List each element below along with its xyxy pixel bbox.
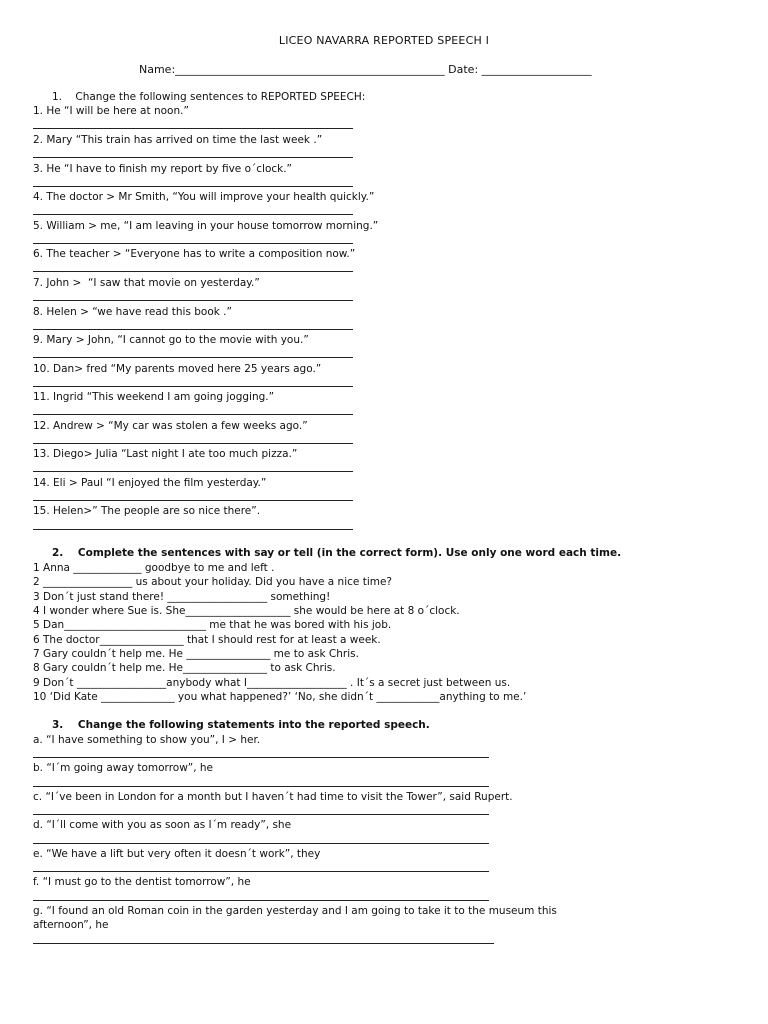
s2-item-4: 4 I wonder where Sue is. She____________________ she would be here at 8 o´clock. [33, 605, 460, 617]
answer-line [33, 386, 353, 387]
answer-line [33, 814, 489, 815]
s3-item-b: b. “I´m going away tomorrow”, he [33, 762, 214, 774]
s2-item-8: 8 Gary couldn´t help me. He________________ to ask Chris. [33, 662, 336, 674]
answer-line [33, 214, 353, 215]
answer-line [33, 271, 353, 272]
page-title: LICEO NAVARRA REPORTED SPEECH I [278, 34, 490, 47]
s1-item-8: 8. Helen > “we have read this book .” [33, 306, 232, 318]
s3-item-c: c. “I´ve been in London for a month but I haven´t had time to visit the Tower”, said Rupert. [33, 791, 513, 803]
answer-line [33, 300, 353, 301]
s3-item-e: e. “We have a lift but very often it doesn´t work”, they [33, 848, 321, 860]
s1-item-14: 14. Eli > Paul “I enjoyed the film yesterday.” [33, 477, 267, 489]
s2-item-10: 10 ‘Did Kate ______________ you what happened?’ ‘No, she didn´t ____________anything to me.’ [33, 691, 527, 703]
s3-item-g: g. “I found an old Roman coin in the garden yesterday and I am going to take it to the museum this [33, 905, 557, 917]
s1-item-13: 13. Diego> Julia “Last night I ate too much pizza.” [33, 448, 298, 460]
s1-item-2: 2. Mary “This train has arrived on time the last week .” [33, 134, 323, 146]
answer-line [33, 529, 353, 530]
name-date-line: Name:_________________________________________________ Date: ____________________ [139, 63, 592, 76]
s1-item-6: 6. The teacher > “Everyone has to write a composition now.” [33, 248, 356, 260]
answer-line [33, 471, 353, 472]
s2-item-1: 1 Anna _____________ goodbye to me and left . [33, 562, 275, 574]
s1-item-12: 12. Andrew > “My car was stolen a few weeks ago.” [33, 420, 308, 432]
section1-heading: 1. Change the following sentences to REPORTED SPEECH: [52, 91, 366, 103]
s2-item-6: 6 The doctor________________ that I should rest for at least a week. [33, 634, 381, 646]
s1-item-1: 1. He “I will be here at noon.” [33, 105, 189, 117]
s1-item-10: 10. Dan> fred “My parents moved here 25 years ago.” [33, 363, 322, 375]
s3-item-f: f. “I must go to the dentist tomorrow”, he [33, 876, 251, 888]
s1-item-9: 9. Mary > John, “I cannot go to the movie with you.” [33, 334, 309, 346]
answer-line [33, 357, 353, 358]
s2-item-2: 2 _________________ us about your holiday. Did you have a nice time? [33, 576, 392, 588]
answer-line [33, 500, 353, 501]
answer-line [33, 871, 489, 872]
answer-line [33, 843, 489, 844]
s2-item-3: 3 Don´t just stand there! ___________________ something! [33, 591, 331, 603]
s2-item-7: 7 Gary couldn´t help me. He ________________ me to ask Chris. [33, 648, 359, 660]
answer-line [33, 786, 489, 787]
s2-item-9: 9 Don´t _________________anybody what I___________________ . It´s a secret just between us. [33, 677, 511, 689]
answer-line [33, 186, 353, 187]
s2-item-5: 5 Dan___________________________ me that he was bored with his job. [33, 619, 392, 631]
answer-line [33, 443, 353, 444]
s1-item-7: 7. John > “I saw that movie on yesterday.” [33, 277, 260, 289]
s3-item-a: a. “I have something to show you”, I > her. [33, 734, 261, 746]
answer-line [33, 128, 353, 129]
s3-item-g-continued: afternoon”, he [33, 919, 109, 931]
answer-line [33, 157, 353, 158]
s3-item-d: d. “I´ll come with you as soon as I´m ready”, she [33, 819, 292, 831]
s1-item-11: 11. Ingrid “This weekend I am going jogging.” [33, 391, 275, 403]
s1-item-15: 15. Helen>” The people are so nice there”. [33, 505, 261, 517]
answer-line [33, 943, 494, 944]
s1-item-4: 4. The doctor > Mr Smith, “You will improve your health quickly.” [33, 191, 375, 203]
answer-line [33, 900, 489, 901]
answer-line [33, 243, 353, 244]
section3-heading: 3. Change the following statements into the reported speech. [52, 719, 430, 731]
answer-line [33, 414, 353, 415]
answer-line [33, 329, 353, 330]
s1-item-5: 5. William > me, “I am leaving in your house tomorrow morning.” [33, 220, 379, 232]
section2-heading: 2. Complete the sentences with say or tell (in the correct form). Use only one word each time. [52, 547, 622, 559]
s1-item-3: 3. He “I have to finish my report by five o´clock.” [33, 163, 292, 175]
answer-line [33, 757, 489, 758]
